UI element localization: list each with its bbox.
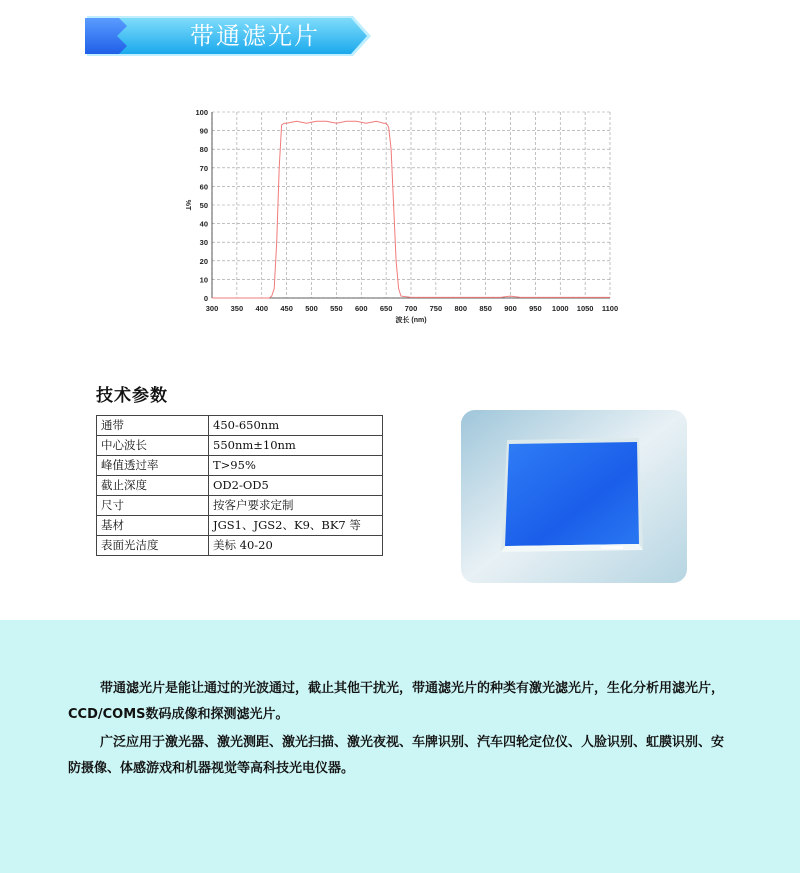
param-value: T>95% — [209, 456, 383, 476]
transmission-chart — [170, 100, 630, 330]
param-value: JGS1、JGS2、K9、BK7 等 — [209, 516, 383, 536]
description-paragraph-1: 带通滤光片是能让通过的光波通过，截止其他干扰光，带通滤光片的种类有激光滤光片，生化分析用滤光片，CCD/COMS数码成像和探测滤光片。 — [68, 681, 725, 722]
filter-product-image — [461, 410, 687, 583]
y-tick-label: 50 — [199, 201, 208, 210]
x-tick-label: 800 — [454, 304, 468, 313]
x-tick-label: 350 — [230, 304, 244, 313]
x-tick-label: 300 — [205, 304, 219, 313]
x-tick-label: 1000 — [551, 304, 569, 313]
y-tick-label: 80 — [199, 145, 208, 155]
param-value: 550nm±10nm — [209, 436, 383, 456]
x-tick-label: 650 — [379, 304, 393, 313]
description-paragraph-2: 广泛应用于激光器、激光测距、激光扫描、激光夜视、车牌识别、汽车四轮定位仪、人脸识别、虹膜识别、安防摄像、体感游戏和机器视觉等高科技光电仪器。 — [68, 735, 725, 776]
y-tick-label: 10 — [199, 275, 208, 285]
param-key: 截止深度 — [97, 476, 209, 496]
x-axis-label: 波长 (nm) — [395, 317, 427, 324]
page-title: 带通滤光片 — [190, 22, 320, 50]
param-value: 按客户要求定制 — [209, 496, 383, 516]
y-tick-label: 0 — [203, 294, 208, 303]
x-tick-label: 750 — [429, 304, 443, 313]
description-panel — [0, 620, 800, 873]
table-row — [97, 476, 383, 496]
y-tick-label: 40 — [199, 219, 208, 229]
param-value: 450-650nm — [209, 416, 383, 436]
param-value: OD2-OD5 — [209, 476, 383, 496]
x-tick-label: 1100 — [601, 304, 619, 313]
x-tick-label: 950 — [529, 304, 542, 313]
x-tick-label: 900 — [504, 304, 517, 313]
param-key: 峰值透过率 — [97, 456, 209, 476]
param-key: 通带 — [97, 416, 209, 436]
x-tick-label: 700 — [404, 304, 418, 313]
x-tick-label: 600 — [354, 304, 368, 313]
x-tick-label: 550 — [330, 304, 343, 313]
x-tick-label: 850 — [479, 304, 492, 313]
y-tick-label: 70 — [199, 163, 208, 173]
x-tick-label: 500 — [305, 304, 318, 313]
x-tick-label: 400 — [255, 304, 269, 313]
y-axis-label: %T — [184, 199, 191, 211]
param-key: 表面光洁度 — [97, 536, 209, 556]
y-tick-label: 60 — [199, 182, 208, 192]
param-key: 尺寸 — [97, 496, 209, 516]
param-value: 美标 40-20 — [209, 536, 383, 556]
table-row — [97, 436, 383, 456]
table-row — [97, 536, 383, 556]
table-row — [97, 416, 383, 436]
x-tick-label: 1050 — [576, 304, 594, 313]
param-key: 基材 — [97, 516, 209, 536]
table-row — [97, 516, 383, 536]
params-table — [96, 415, 383, 556]
table-row — [97, 496, 383, 516]
param-key: 中心波长 — [97, 436, 209, 456]
table-row — [97, 456, 383, 476]
y-tick-label: 30 — [199, 238, 208, 248]
y-tick-label: 20 — [199, 256, 208, 266]
y-tick-label: 100 — [195, 108, 208, 117]
y-tick-label: 90 — [199, 126, 208, 136]
x-tick-label: 450 — [280, 304, 293, 313]
section-title: 技术参数 — [96, 386, 168, 406]
